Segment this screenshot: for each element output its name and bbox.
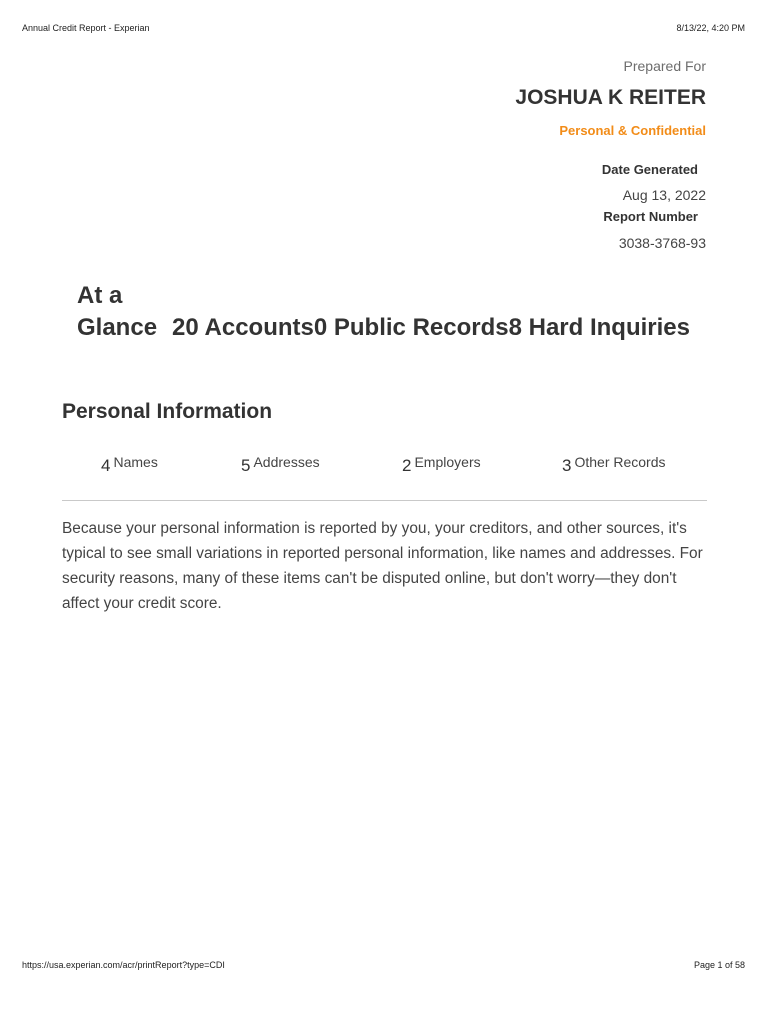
- glance-label-line1: At a: [77, 282, 123, 309]
- print-header-title: Annual Credit Report - Experian: [22, 23, 150, 33]
- stat-names: [101, 452, 158, 475]
- stat-other-records: [562, 452, 666, 475]
- report-number-label: Report Number: [603, 209, 698, 224]
- at-a-glance: [77, 280, 690, 344]
- stat-addresses: [241, 452, 320, 475]
- print-footer: [22, 960, 745, 970]
- glance-hard-inquiries: 8 Hard Inquiries: [508, 314, 690, 341]
- stat-label: Employers: [414, 454, 481, 470]
- stat-label: Names: [113, 454, 158, 470]
- stat-count: 5: [241, 456, 251, 475]
- date-generated-label: Date Generated: [601, 162, 698, 177]
- personal-info-stats: [0, 452, 768, 476]
- glance-public-records: 0 Public Records: [313, 314, 509, 341]
- stat-count: 4: [101, 456, 111, 475]
- personal-info-description: Because your personal information is reported by you, your creditors, and other sources, it's typical to see small variations in reported personal information, like names and addresses. For security reasons, many of these items can't be disputed online, but don't worry—they don't affect your credit score.: [62, 520, 703, 612]
- print-footer-url: https://usa.experian.com/acr/printReport?type=CDI: [22, 960, 225, 970]
- personal-information-title: Personal Information: [62, 400, 273, 423]
- report-number-value: 3038-3768-93: [618, 235, 706, 251]
- stat-count: 3: [562, 456, 572, 475]
- stat-employers: [402, 452, 481, 475]
- print-header-timestamp: 8/13/22, 4:20 PM: [676, 23, 745, 33]
- glance-row: [77, 312, 690, 344]
- glance-accounts: 20 Accounts: [172, 314, 314, 341]
- print-header: [22, 23, 745, 33]
- date-generated-value: Aug 13, 2022: [622, 187, 706, 203]
- prepared-for-label: Prepared For: [623, 58, 706, 74]
- confidential-label: Personal & Confidential: [559, 123, 706, 138]
- glance-label-line2: Glance: [77, 314, 158, 341]
- stat-label: Addresses: [253, 454, 320, 470]
- stat-count: 2: [402, 456, 412, 475]
- stat-label: Other Records: [574, 454, 666, 470]
- consumer-name: JOSHUA K REITER: [515, 86, 706, 109]
- section-divider: [62, 500, 707, 501]
- print-footer-page: Page 1 of 58: [693, 960, 745, 970]
